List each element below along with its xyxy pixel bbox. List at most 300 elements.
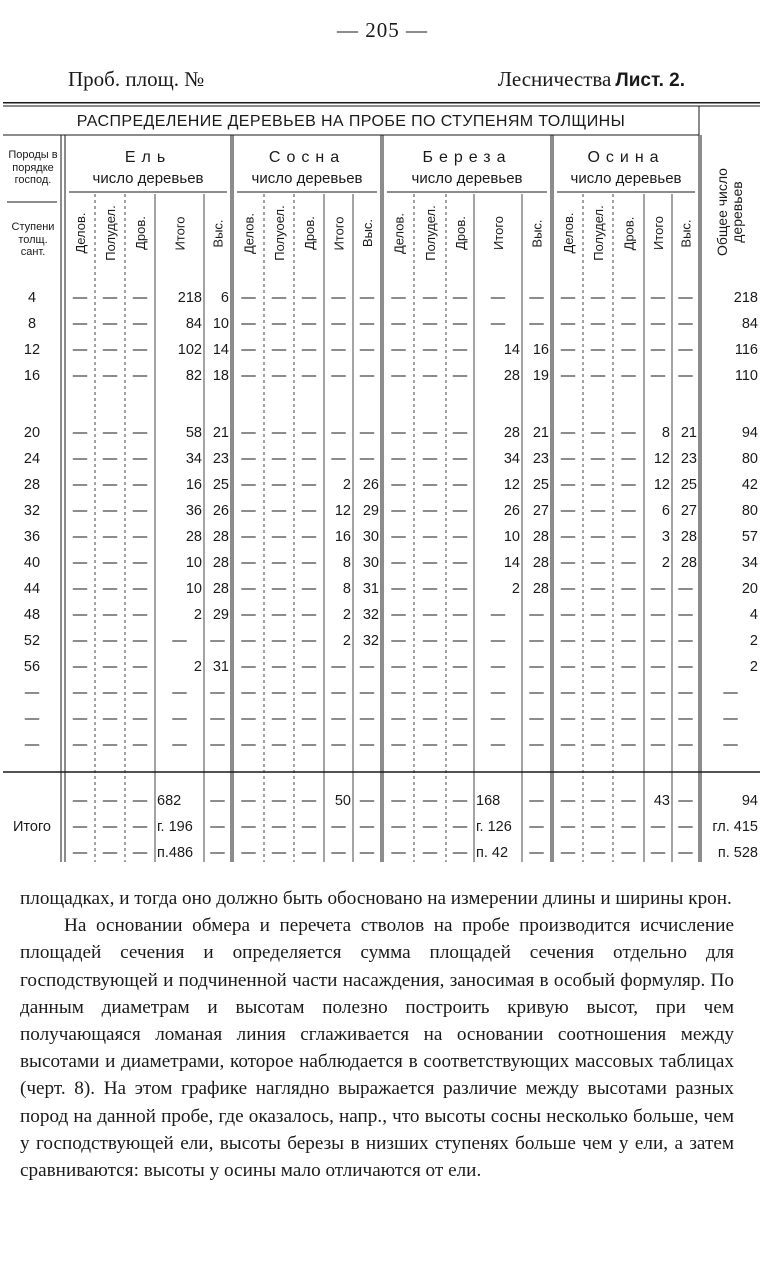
thickness-step: 20 bbox=[23, 424, 41, 441]
table-cell: — bbox=[452, 606, 468, 623]
table-cell: 8 bbox=[342, 554, 351, 571]
table-cell: 31 bbox=[362, 580, 379, 597]
table-cell: 4 bbox=[749, 606, 758, 623]
table-cell: 28 bbox=[532, 580, 549, 597]
table-cell: 21 bbox=[212, 424, 229, 441]
table-cell: 82 bbox=[185, 367, 202, 384]
table-cell: — bbox=[452, 632, 468, 649]
table-cell: — bbox=[650, 632, 666, 649]
thickness-step: 28 bbox=[23, 476, 41, 493]
table-cell: — bbox=[132, 450, 148, 467]
table-cell: — bbox=[452, 502, 468, 519]
table-cell: — bbox=[678, 341, 693, 358]
totals-cell: — bbox=[560, 844, 576, 861]
table-cell: — bbox=[650, 289, 666, 306]
table-cell: — bbox=[102, 658, 118, 675]
table-cell: — bbox=[560, 450, 576, 467]
table-cell: 218 bbox=[177, 289, 202, 306]
table-cell: — bbox=[422, 315, 438, 332]
table-cell: — bbox=[590, 684, 606, 701]
table-cell: 14 bbox=[503, 341, 520, 358]
table-cell: — bbox=[241, 736, 256, 753]
table-cell: — bbox=[490, 315, 506, 332]
table-cell: — bbox=[422, 424, 438, 441]
table-cell: — bbox=[391, 658, 406, 675]
table-cell: 2 bbox=[342, 476, 351, 493]
table-cell: — bbox=[621, 450, 636, 467]
table-cell: — bbox=[210, 632, 225, 649]
table-cell: — bbox=[529, 684, 544, 701]
table-cell: — bbox=[331, 315, 346, 332]
table-cell: 28 bbox=[212, 554, 229, 571]
table-cell: 28 bbox=[503, 424, 520, 441]
table-cell: — bbox=[452, 450, 468, 467]
table-cell: — bbox=[723, 736, 738, 753]
table-cell: — bbox=[678, 367, 693, 384]
table-cell: — bbox=[590, 476, 606, 493]
table-cell: — bbox=[490, 658, 506, 675]
table-cell: — bbox=[621, 502, 636, 519]
totals-cell: г. 126 bbox=[476, 818, 512, 835]
table-cell: 6 bbox=[220, 289, 229, 306]
table-cell: 10 bbox=[212, 315, 229, 332]
table-cell: 27 bbox=[532, 502, 549, 519]
totals-cell: — bbox=[650, 844, 666, 861]
table-cell: — bbox=[271, 606, 287, 623]
table-cell: — bbox=[590, 450, 606, 467]
table-cell: — bbox=[72, 736, 88, 753]
table-cell: — bbox=[529, 606, 544, 623]
totals-cell: — bbox=[72, 818, 88, 835]
plot-number-label: Проб. площ. № bbox=[68, 67, 205, 91]
totals-cell: г. 196 bbox=[157, 818, 193, 835]
table-cell: — bbox=[102, 684, 118, 701]
table-cell: — bbox=[678, 632, 693, 649]
table-cell: — bbox=[422, 476, 438, 493]
table-cell: — bbox=[132, 424, 148, 441]
table-cell: — bbox=[621, 476, 636, 493]
table-cell: — bbox=[678, 289, 693, 306]
table-cell: — bbox=[271, 580, 287, 597]
table-cell: — bbox=[650, 341, 666, 358]
table-cell: — bbox=[359, 315, 375, 332]
table-cell: 28 bbox=[680, 554, 697, 571]
table-cell: — bbox=[590, 341, 606, 358]
totals-cell: 50 bbox=[334, 792, 351, 809]
table-cell: 2 bbox=[342, 632, 351, 649]
table-cell: — bbox=[271, 528, 287, 545]
table-cell: — bbox=[560, 606, 576, 623]
table-cell: — bbox=[210, 736, 225, 753]
species-name: Ель bbox=[124, 149, 172, 166]
table-cell: — bbox=[452, 554, 468, 571]
table-cell: 28 bbox=[185, 528, 202, 545]
table-cell: — bbox=[621, 580, 636, 597]
totals-cell: — bbox=[301, 792, 317, 809]
sub-column-header: Итого bbox=[490, 215, 506, 251]
table-cell: — bbox=[422, 658, 438, 675]
table-cell: — bbox=[391, 367, 406, 384]
totals-cell: — bbox=[210, 818, 225, 835]
totals-cell: — bbox=[331, 818, 346, 835]
table-cell: — bbox=[241, 554, 256, 571]
table-cell: — bbox=[102, 606, 118, 623]
table-cell: — bbox=[650, 736, 666, 753]
totals-cell: — bbox=[529, 818, 544, 835]
thickness-step: 16 bbox=[23, 367, 41, 384]
table-cell: — bbox=[271, 684, 287, 701]
table-cell: — bbox=[391, 341, 406, 358]
table-cell: — bbox=[331, 289, 346, 306]
totals-cell: — bbox=[241, 818, 256, 835]
sub-column-header: Делов. bbox=[560, 212, 576, 254]
table-cell: — bbox=[301, 736, 317, 753]
table-cell: 34 bbox=[503, 450, 520, 467]
table-cell: — bbox=[331, 710, 346, 727]
body-text bbox=[20, 885, 734, 1184]
table-cell: — bbox=[132, 554, 148, 571]
sub-column-header: Итого bbox=[650, 215, 666, 251]
table-cell: 26 bbox=[362, 476, 379, 493]
table-cell: 2 bbox=[749, 632, 758, 649]
totals-cell: — bbox=[72, 792, 88, 809]
species-subheader: число деревьев bbox=[411, 169, 523, 187]
species-name: Осина bbox=[587, 149, 665, 166]
table-cell: — bbox=[359, 658, 375, 675]
table-cell: — bbox=[241, 658, 256, 675]
totals-label: Итого bbox=[13, 818, 51, 835]
table-cell: 8 bbox=[342, 580, 351, 597]
totals-cell: — bbox=[678, 792, 693, 809]
totals-cell: — bbox=[560, 818, 576, 835]
table-cell: 20 bbox=[741, 580, 758, 597]
table-cell: — bbox=[271, 736, 287, 753]
table-cell: — bbox=[241, 476, 256, 493]
table-cell: — bbox=[490, 684, 506, 701]
totals-cell: — bbox=[590, 844, 606, 861]
table-cell: — bbox=[590, 424, 606, 441]
table-cell: — bbox=[678, 606, 693, 623]
table-cell: 29 bbox=[362, 502, 379, 519]
table-cell: 10 bbox=[185, 554, 202, 571]
table-cell: 23 bbox=[212, 450, 229, 467]
table-cell: — bbox=[301, 710, 317, 727]
totals-cell: п. 42 bbox=[476, 844, 509, 861]
table-cell: — bbox=[72, 424, 88, 441]
table-cell: — bbox=[271, 554, 287, 571]
table-cell: — bbox=[391, 554, 406, 571]
table-cell: 12 bbox=[334, 502, 351, 519]
sub-column-header: Полудел. bbox=[590, 205, 606, 261]
table-cell: — bbox=[678, 710, 693, 727]
species-subheader: число деревьев bbox=[92, 169, 204, 187]
totals-cell: — bbox=[452, 844, 468, 861]
table-cell: — bbox=[241, 580, 256, 597]
table-cell: — bbox=[452, 476, 468, 493]
table-cell: — bbox=[301, 658, 317, 675]
sub-column-header: Выс. bbox=[529, 218, 544, 248]
table-cell: 18 bbox=[212, 367, 229, 384]
table-cell: — bbox=[650, 580, 666, 597]
table-cell: — bbox=[678, 684, 693, 701]
table-cell: — bbox=[241, 341, 256, 358]
table-cell: 25 bbox=[680, 476, 697, 493]
totals-cell: — bbox=[132, 792, 148, 809]
table-cell: — bbox=[422, 341, 438, 358]
table-cell: — bbox=[529, 736, 544, 753]
totals-cell: — bbox=[331, 844, 346, 861]
thickness-step: 32 bbox=[23, 502, 41, 519]
table-cell: — bbox=[590, 580, 606, 597]
table-cell: — bbox=[72, 528, 88, 545]
table-cell: — bbox=[490, 289, 506, 306]
table-cell: — bbox=[560, 341, 576, 358]
table-cell: — bbox=[452, 341, 468, 358]
table-cell: 14 bbox=[212, 341, 229, 358]
table-cell: — bbox=[621, 528, 636, 545]
table-cell: — bbox=[560, 580, 576, 597]
paragraph-1: площадках, и тогда оно должно быть обосновано на измерении длины и ширины крон. bbox=[20, 888, 732, 909]
table-cell: — bbox=[490, 632, 506, 649]
table-cell: — bbox=[391, 710, 406, 727]
table-cell: — bbox=[72, 554, 88, 571]
table-cell: — bbox=[172, 632, 187, 649]
table-cell: — bbox=[301, 684, 317, 701]
table-cell: 21 bbox=[532, 424, 549, 441]
table-cell: — bbox=[132, 710, 148, 727]
table-cell: — bbox=[132, 502, 148, 519]
table-cell: 102 bbox=[177, 341, 202, 358]
table-cell: — bbox=[422, 606, 438, 623]
table-cell: — bbox=[422, 450, 438, 467]
totals-cell: — bbox=[132, 844, 148, 861]
totals-cell: — bbox=[210, 844, 225, 861]
table-cell: — bbox=[301, 580, 317, 597]
table-cell: — bbox=[301, 554, 317, 571]
totals-cell: — bbox=[241, 844, 256, 861]
table-cell: 8 bbox=[661, 424, 670, 441]
table-cell: — bbox=[723, 684, 738, 701]
table-cell: — bbox=[391, 736, 406, 753]
table-cell: — bbox=[331, 424, 346, 441]
table-cell: — bbox=[241, 528, 256, 545]
table-cell: — bbox=[359, 684, 375, 701]
totals-cell: — bbox=[391, 792, 406, 809]
table-cell: — bbox=[271, 502, 287, 519]
table-cell: — bbox=[590, 632, 606, 649]
table-cell: 218 bbox=[733, 289, 758, 306]
table-cell: 27 bbox=[680, 502, 697, 519]
table-cell: — bbox=[241, 450, 256, 467]
table-cell: — bbox=[590, 367, 606, 384]
table-cell: — bbox=[560, 632, 576, 649]
table-cell: — bbox=[132, 684, 148, 701]
table-cell: — bbox=[359, 450, 375, 467]
table-cell: 34 bbox=[185, 450, 202, 467]
table-cell: — bbox=[621, 289, 636, 306]
table-cell: — bbox=[241, 606, 256, 623]
table-cell: — bbox=[529, 632, 544, 649]
table-cell: 57 bbox=[741, 528, 758, 545]
table-cell: — bbox=[391, 606, 406, 623]
totals-cell: — bbox=[422, 818, 438, 835]
table-cell: — bbox=[422, 554, 438, 571]
table-cell: — bbox=[621, 341, 636, 358]
thickness-step: — bbox=[24, 710, 40, 727]
table-cell: — bbox=[72, 367, 88, 384]
table-cell: 80 bbox=[741, 502, 758, 519]
totals-cell: — bbox=[132, 818, 148, 835]
table-cell: — bbox=[560, 424, 576, 441]
table-cell: — bbox=[529, 289, 544, 306]
table-cell: 42 bbox=[741, 476, 758, 493]
table-cell: — bbox=[391, 424, 406, 441]
table-cell: 30 bbox=[362, 528, 379, 545]
forestry-sheet-label bbox=[498, 67, 685, 92]
totals-cell: — bbox=[359, 818, 375, 835]
table-cell: 23 bbox=[680, 450, 697, 467]
sub-column-header: Выс. bbox=[210, 218, 225, 248]
table-cell: — bbox=[331, 658, 346, 675]
table-cell: — bbox=[72, 580, 88, 597]
table-cell: — bbox=[132, 315, 148, 332]
table-cell: — bbox=[422, 528, 438, 545]
table-cell: 32 bbox=[362, 606, 379, 623]
table-cell: 32 bbox=[362, 632, 379, 649]
totals-cell: — bbox=[210, 792, 225, 809]
table-cell: — bbox=[452, 424, 468, 441]
sub-column-header: Полудел. bbox=[102, 205, 118, 261]
table-cell: — bbox=[590, 554, 606, 571]
sub-column-header: Дров. bbox=[301, 216, 317, 250]
thickness-step: 40 bbox=[23, 554, 41, 571]
table-cell: — bbox=[590, 528, 606, 545]
table-cell: — bbox=[560, 502, 576, 519]
thickness-step: 36 bbox=[23, 528, 41, 545]
table-cell: — bbox=[621, 367, 636, 384]
species-order-header: Породы в порядке господ. bbox=[8, 149, 58, 187]
table-cell: 94 bbox=[741, 424, 758, 441]
table-cell: — bbox=[331, 367, 346, 384]
thickness-step: — bbox=[24, 684, 40, 701]
table-cell: — bbox=[72, 450, 88, 467]
table-cell: — bbox=[132, 580, 148, 597]
table-cell: — bbox=[72, 341, 88, 358]
table-cell: — bbox=[132, 606, 148, 623]
table-cell: 116 bbox=[734, 341, 758, 358]
totals-cell: — bbox=[241, 792, 256, 809]
table-cell: — bbox=[102, 476, 118, 493]
table-cell: 25 bbox=[212, 476, 229, 493]
table-cell: — bbox=[560, 367, 576, 384]
table-cell: — bbox=[560, 289, 576, 306]
thickness-step: 12 bbox=[23, 341, 41, 358]
table-cell: 16 bbox=[532, 341, 549, 358]
table-cell: 23 bbox=[532, 450, 549, 467]
table-cell: — bbox=[650, 710, 666, 727]
totals-cell: — bbox=[422, 792, 438, 809]
table-cell: — bbox=[72, 658, 88, 675]
table-cell: — bbox=[422, 710, 438, 727]
thickness-step: 8 bbox=[27, 315, 37, 332]
table-cell: — bbox=[102, 502, 118, 519]
table-cell: — bbox=[452, 736, 468, 753]
table-cell: — bbox=[621, 554, 636, 571]
table-cell: — bbox=[529, 315, 544, 332]
table-cell: — bbox=[241, 684, 256, 701]
table-cell: — bbox=[621, 658, 636, 675]
table-cell: 31 bbox=[212, 658, 229, 675]
table-cell: — bbox=[391, 528, 406, 545]
table-cell: — bbox=[301, 289, 317, 306]
table-cell: — bbox=[422, 736, 438, 753]
sub-column-header: Дров. bbox=[452, 216, 468, 250]
table-cell: — bbox=[102, 289, 118, 306]
table-cell: — bbox=[560, 528, 576, 545]
table-cell: 3 bbox=[661, 528, 670, 545]
table-cell: — bbox=[271, 424, 287, 441]
table-cell: — bbox=[331, 684, 346, 701]
totals-cell: — bbox=[452, 818, 468, 835]
table-cell: — bbox=[132, 476, 148, 493]
table-cell: — bbox=[621, 736, 636, 753]
table-cell: — bbox=[621, 424, 636, 441]
table-cell: — bbox=[391, 315, 406, 332]
table-cell: 2 bbox=[661, 554, 670, 571]
table-cell: — bbox=[301, 424, 317, 441]
table-cell: — bbox=[271, 289, 287, 306]
table-cell: — bbox=[452, 528, 468, 545]
table-cell: — bbox=[241, 367, 256, 384]
table-cell: — bbox=[271, 710, 287, 727]
table-cell: — bbox=[621, 315, 636, 332]
totals-cell: — bbox=[560, 792, 576, 809]
table-cell: — bbox=[422, 367, 438, 384]
table-cell: — bbox=[132, 736, 148, 753]
table-cell: — bbox=[359, 736, 375, 753]
sub-column-header: Делов. bbox=[241, 212, 256, 254]
table-cell: 29 bbox=[212, 606, 229, 623]
totals-cell: — bbox=[590, 792, 606, 809]
table-cell: — bbox=[301, 606, 317, 623]
table-cell: — bbox=[102, 341, 118, 358]
sub-column-header: Выс. bbox=[678, 218, 693, 248]
totals-cell: — bbox=[391, 844, 406, 861]
table-cell: — bbox=[621, 684, 636, 701]
table-cell: — bbox=[590, 710, 606, 727]
totals-cell: — bbox=[650, 818, 666, 835]
table-cell: — bbox=[172, 710, 187, 727]
sub-column-header: Полудел. bbox=[422, 205, 438, 261]
table-cell: — bbox=[102, 367, 118, 384]
table-cell: — bbox=[590, 289, 606, 306]
sub-column-header: Дров. bbox=[132, 216, 148, 250]
thickness-step: 24 bbox=[23, 450, 41, 467]
table-cell: — bbox=[560, 554, 576, 571]
totals-cell: п. 528 bbox=[717, 844, 758, 861]
table-cell: — bbox=[132, 658, 148, 675]
table-cell: — bbox=[422, 502, 438, 519]
table-cell: — bbox=[490, 606, 506, 623]
totals-cell: — bbox=[621, 818, 636, 835]
table-cell: — bbox=[560, 684, 576, 701]
table-cell: — bbox=[359, 710, 375, 727]
table-cell: — bbox=[102, 528, 118, 545]
table-cell: — bbox=[301, 450, 317, 467]
table-cell: — bbox=[422, 289, 438, 306]
totals-cell: — bbox=[621, 844, 636, 861]
table-cell: 12 bbox=[653, 450, 670, 467]
